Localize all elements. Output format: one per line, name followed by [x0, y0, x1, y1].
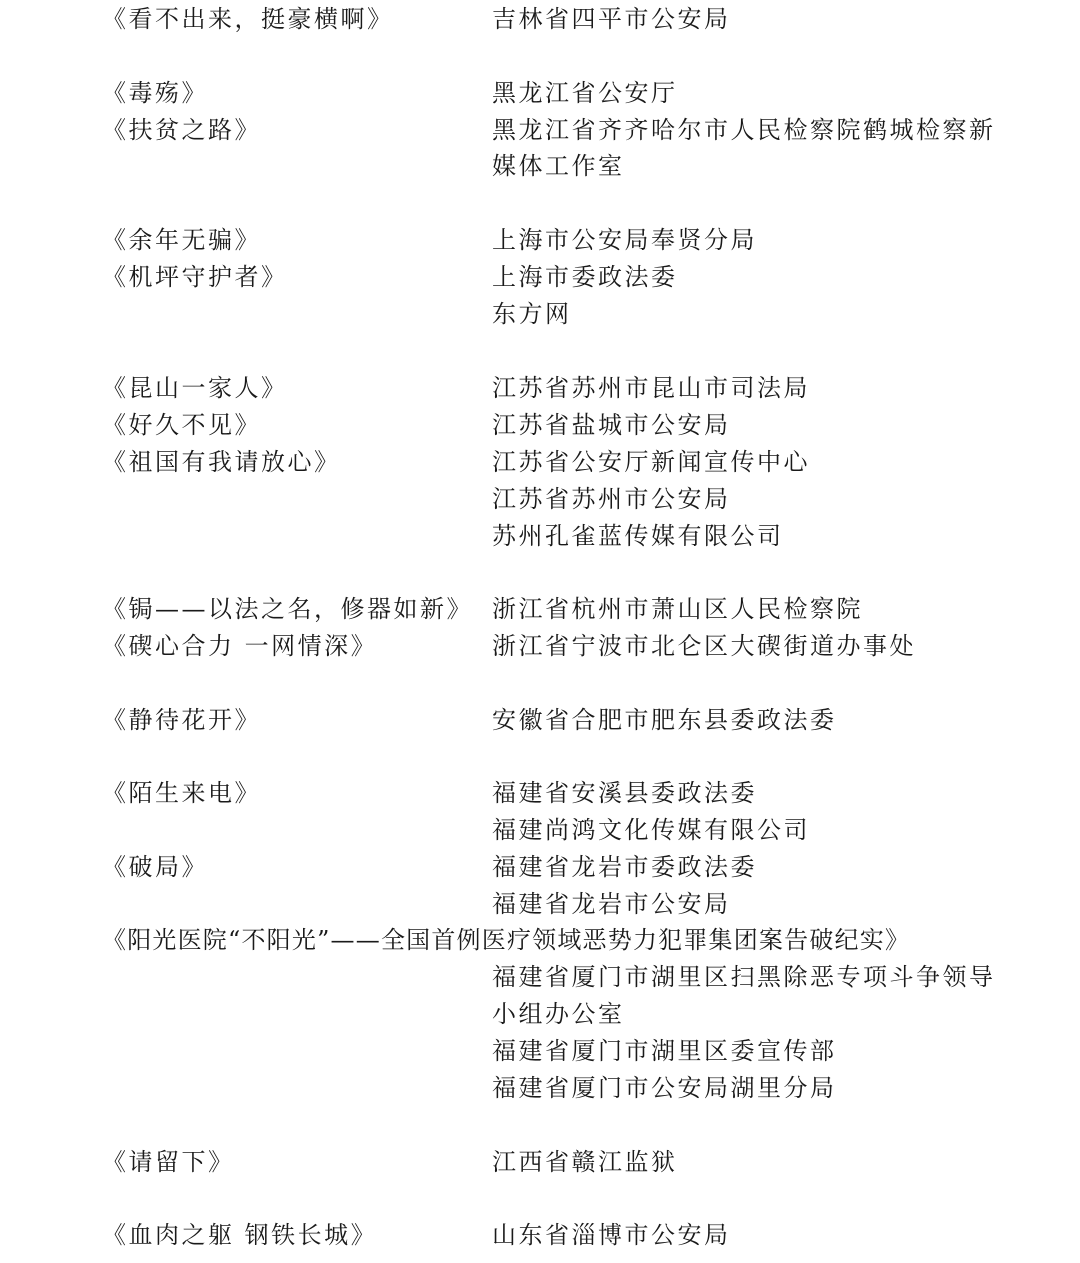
work-title: 《静待花开》 — [102, 706, 261, 734]
organization: 小组办公室 — [492, 1000, 625, 1028]
organization: 安徽省合肥市肥东县委政法委 — [492, 706, 837, 734]
work-title: 《阳光医院“不阳光”——全国首例医疗领域恶势力犯罪集团案告破纪实》 — [102, 926, 911, 954]
organization: 福建省厦门市湖里区委宣传部 — [492, 1037, 837, 1065]
work-title: 《余年无骗》 — [102, 226, 261, 254]
organization: 福建省厦门市公安局湖里分局 — [492, 1074, 837, 1102]
organization: 江西省赣江监狱 — [492, 1148, 678, 1176]
organization: 福建省厦门市湖里区扫黑除恶专项斗争领导 — [492, 963, 996, 991]
organization: 江苏省苏州市公安局 — [492, 485, 731, 513]
work-title: 《破局》 — [102, 853, 208, 881]
organization: 浙江省杭州市萧山区人民检察院 — [492, 595, 863, 623]
work-title: 《祖国有我请放心》 — [102, 448, 341, 476]
organization: 福建省龙岩市公安局 — [492, 890, 731, 918]
organization: 黑龙江省公安厅 — [492, 79, 678, 107]
organization: 江苏省苏州市昆山市司法局 — [492, 374, 810, 402]
work-title: 《看不出来，挺豪横啊》 — [102, 5, 394, 33]
organization: 上海市公安局奉贤分局 — [492, 226, 757, 254]
work-title: 《血肉之躯 钢铁长城》 — [102, 1221, 378, 1249]
organization: 上海市委政法委 — [492, 263, 678, 291]
work-title: 《昆山一家人》 — [102, 374, 288, 402]
organization: 黑龙江省齐齐哈尔市人民检察院鹤城检察新 — [492, 116, 996, 144]
work-title: 《机坪守护者》 — [102, 263, 288, 291]
work-title: 《锔——以法之名，修器如新》 — [102, 595, 473, 623]
work-title: 《碶心合力 一网情深》 — [102, 632, 378, 660]
organization: 浙江省宁波市北仑区大碶街道办事处 — [492, 632, 916, 660]
work-title: 《陌生来电》 — [102, 779, 261, 807]
organization: 东方网 — [492, 300, 572, 328]
organization: 媒体工作室 — [492, 152, 625, 180]
organization: 福建省安溪县委政法委 — [492, 779, 757, 807]
work-title: 《好久不见》 — [102, 411, 261, 439]
work-title: 《请留下》 — [102, 1148, 235, 1176]
organization: 江苏省盐城市公安局 — [492, 411, 731, 439]
work-title: 《毒殇》 — [102, 79, 208, 107]
organization: 苏州孔雀蓝传媒有限公司 — [492, 522, 784, 550]
organization: 吉林省四平市公安局 — [492, 5, 731, 33]
organization: 福建尚鸿文化传媒有限公司 — [492, 816, 810, 844]
organization: 江苏省公安厅新闻宣传中心 — [492, 448, 810, 476]
work-title: 《扶贫之路》 — [102, 116, 261, 144]
organization: 山东省淄博市公安局 — [492, 1221, 731, 1249]
organization: 福建省龙岩市委政法委 — [492, 853, 757, 881]
